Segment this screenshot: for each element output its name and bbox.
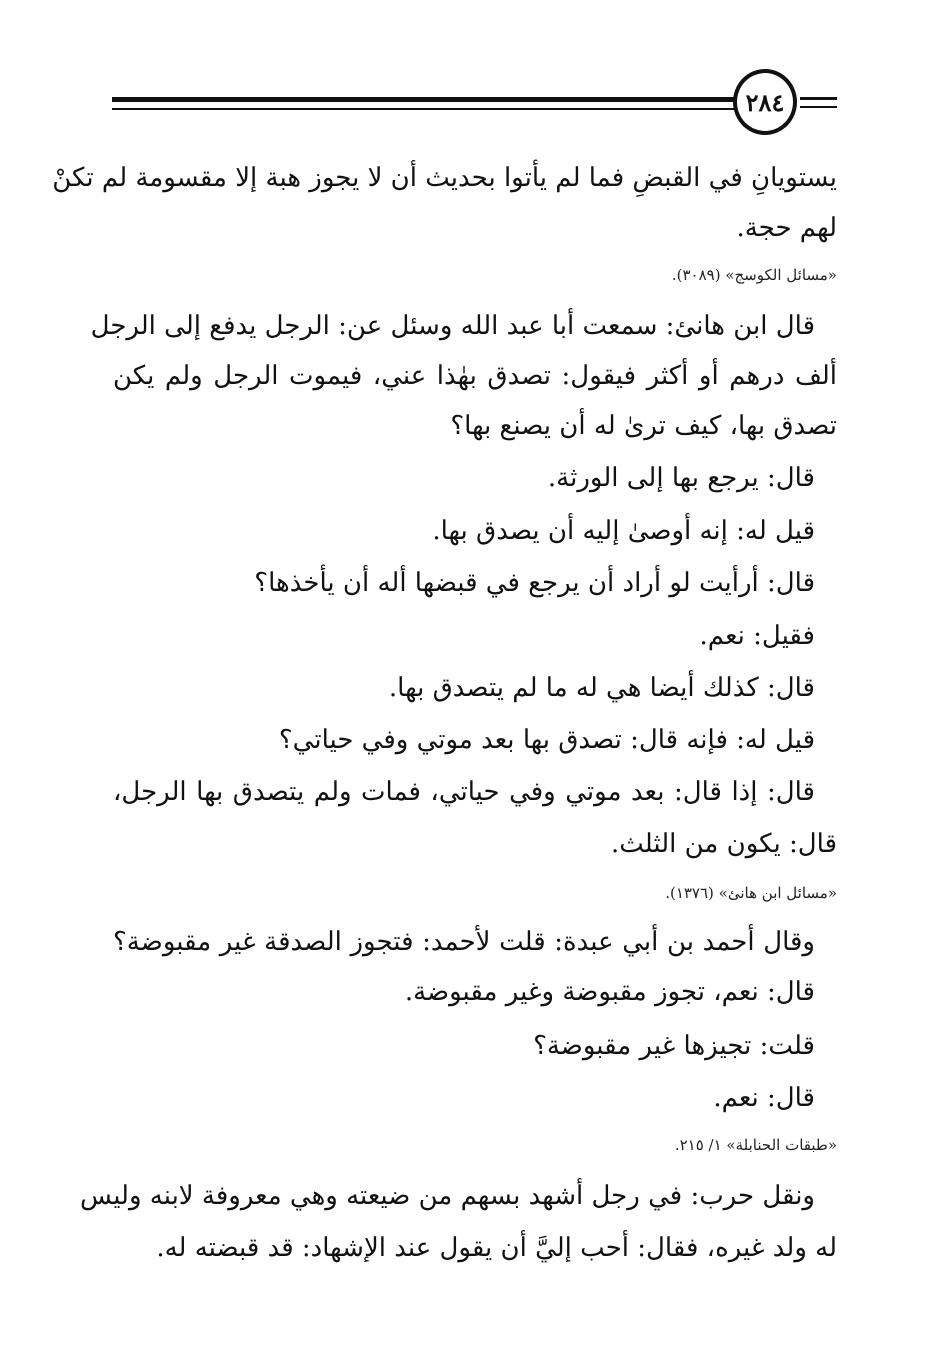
paragraph-line: تصدق بها، كيف ترىٰ له أن يصنع بها؟ — [450, 411, 837, 441]
paragraph-line: قال: يرجع بها إلى الورثة. — [547, 463, 815, 493]
source-citation: «طبقات الحنابلة» ١/ ٢١٥. — [674, 1136, 837, 1154]
paragraph-line: قال: إذا قال: بعد موتي وفي حياتي، فمات ولم يتصدق بها الرجل، — [113, 777, 815, 807]
page-header — [0, 0, 939, 150]
paragraph-line: فقيل: نعم. — [699, 621, 815, 651]
header-rule-right-thin — [800, 106, 837, 108]
paragraph-line: وقال أحمد بن أبي عبدة: قلت لأحمد: فتجوز الصدقة غير مقبوضة؟ — [113, 927, 815, 957]
paragraph-line: قال: نعم، تجوز مقبوضة وغير مقبوضة. — [404, 977, 815, 1007]
source-citation: «مسائل ابن هانئ» (١٣٧٦). — [665, 884, 837, 902]
paragraph-line: قال: كذلك أيضا هي له ما لم يتصدق بها. — [388, 673, 815, 703]
paragraph-line: ألف درهم أو أكثر فيقول: تصدق بهٰذا عني، فيموت الرجل ولم يكن — [113, 361, 837, 391]
paragraph-line: قال: نعم. — [713, 1083, 815, 1113]
paragraph-line: ونقل حرب: في رجل أشهد بسهم من ضيعته وهي معروفة لابنه وليس — [80, 1181, 815, 1211]
header-rule-thin — [112, 108, 734, 110]
source-citation: «مسائل الكوسج» (٣٠٨٩). — [671, 266, 837, 284]
header-rule-right — [800, 97, 837, 100]
paragraph-line: له ولد غيره، فقال: أحب إليَّ أن يقول عند الإشهاد: قد قبضته له. — [156, 1233, 837, 1263]
paragraph-line: قال ابن هانئ: سمعت أبا عبد الله وسئل عن: الرجل يدفع إلى الرجل — [90, 311, 815, 341]
paragraph-line: قال: يكون من الثلث. — [610, 829, 837, 859]
paragraph-line: يستويانِ في القبضِ فما لم يأتوا بحديث أن لا يجوز هبة إلا مقسومة لم تكنْ — [52, 163, 837, 193]
header-rule — [112, 97, 734, 102]
paragraph-line: قيل له: إنه أوصىٰ إليه أن يصدق بها. — [432, 516, 815, 546]
paragraph-line: قيل له: فإنه قال: تصدق بها بعد موتي وفي حياتي؟ — [278, 725, 815, 755]
paragraph-line: لهم حجة. — [736, 213, 837, 243]
paragraph-line: قلت: تجيزها غير مقبوضة؟ — [533, 1031, 815, 1061]
paragraph-line: قال: أرأيت لو أراد أن يرجع في قبضها أله أن يأخذها؟ — [254, 568, 815, 598]
page-number: ٢٨٤ — [733, 69, 797, 135]
